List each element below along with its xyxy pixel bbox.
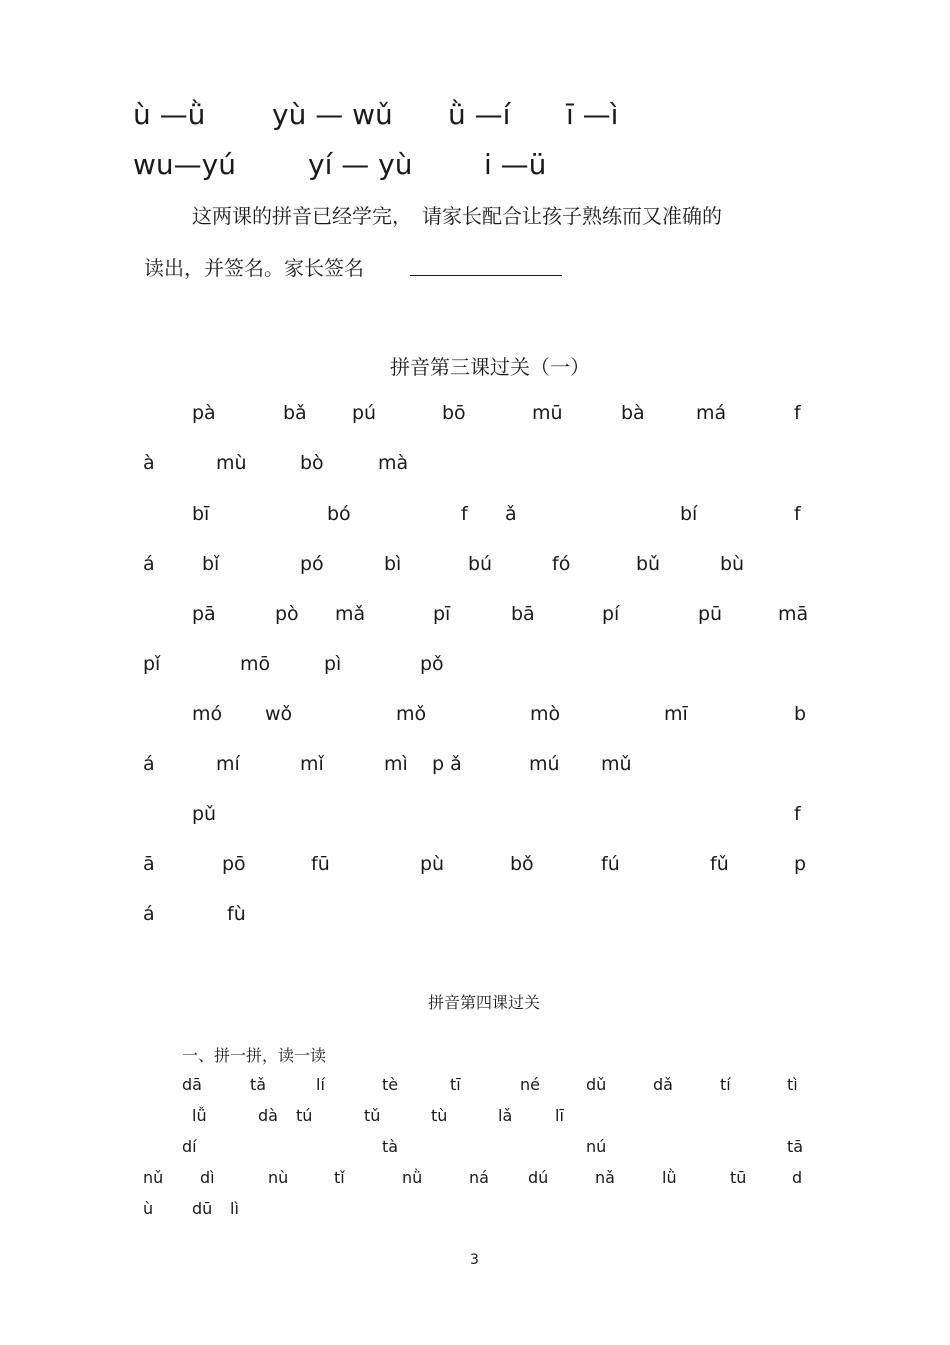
pinyin-syllable: p: [794, 853, 807, 875]
pinyin-syllable: pì: [324, 653, 342, 675]
section-heading: 一、拼一拼，读一读: [182, 1046, 327, 1065]
parent-notice-line2: 读出，并签名。家长签名: [144, 256, 364, 280]
pinyin-syllable: tū: [730, 1168, 747, 1187]
pinyin-syllable: tè: [382, 1075, 399, 1094]
pinyin-syllable: bǔ: [636, 553, 661, 575]
pinyin-syllable: má: [696, 402, 727, 424]
pinyin-syllable: pǒ: [420, 653, 444, 675]
pinyin-syllable: pù: [420, 853, 445, 875]
pinyin-syllable: pà: [192, 402, 216, 424]
pinyin-syllable: lì: [230, 1199, 239, 1218]
pinyin-syllable: bú: [468, 553, 493, 575]
pinyin-syllable: pō: [222, 853, 246, 875]
pinyin-syllable: mū: [532, 402, 563, 424]
pinyin-syllable: tù: [431, 1106, 448, 1125]
pinyin-pair: yù — wǔ: [272, 98, 393, 131]
pinyin-syllable: pǔ: [192, 803, 217, 825]
pinyin-syllable: f: [461, 503, 468, 525]
pinyin-syllable: nǎ: [595, 1168, 615, 1187]
pinyin-pair: wu—yú: [133, 148, 236, 181]
pinyin-syllable: pū: [698, 603, 723, 625]
pinyin-syllable: à: [143, 452, 155, 474]
pinyin-syllable: nú: [586, 1137, 607, 1156]
pinyin-syllable: bī: [192, 503, 210, 525]
pinyin-syllable: d: [792, 1168, 803, 1187]
pinyin-syllable: mī: [664, 703, 688, 725]
pinyin-syllable: bǒ: [510, 853, 534, 875]
pinyin-syllable: lǎ: [498, 1106, 513, 1125]
pinyin-syllable: nù: [268, 1168, 289, 1187]
pinyin-syllable: mù: [216, 452, 247, 474]
pinyin-syllable: dǎ: [653, 1075, 673, 1094]
pinyin-syllable: bǐ: [202, 553, 220, 575]
pinyin-syllable: pǐ: [143, 653, 161, 675]
pinyin-syllable: lǜ: [662, 1168, 677, 1187]
pinyin-syllable: tú: [296, 1106, 313, 1125]
pinyin-syllable: fó: [552, 553, 571, 575]
pinyin-syllable: lǚ: [192, 1106, 207, 1125]
pinyin-syllable: lī: [555, 1106, 564, 1125]
pinyin-syllable: mǒ: [396, 703, 427, 725]
pinyin-syllable: mú: [529, 753, 560, 775]
pinyin-syllable: dǔ: [586, 1075, 607, 1094]
pinyin-pair: yí — yù: [308, 148, 413, 181]
pinyin-syllable: fū: [311, 853, 330, 875]
pinyin-syllable: ù: [143, 1199, 154, 1218]
pinyin-syllable: á: [143, 903, 155, 925]
pinyin-syllable: mó: [192, 703, 223, 725]
pinyin-syllable: p ǎ: [432, 753, 462, 775]
pinyin-syllable: bà: [621, 402, 645, 424]
pinyin-syllable: mǎ: [335, 603, 366, 625]
pinyin-syllable: dú: [528, 1168, 549, 1187]
pinyin-syllable: né: [520, 1075, 540, 1094]
pinyin-syllable: mǔ: [601, 753, 632, 775]
pinyin-syllable: tǐ: [334, 1168, 345, 1187]
pinyin-syllable: mō: [240, 653, 271, 675]
pinyin-syllable: tǔ: [364, 1106, 381, 1125]
pinyin-syllable: bí: [680, 503, 698, 525]
pinyin-syllable: tī: [450, 1075, 461, 1094]
pinyin-syllable: á: [143, 753, 155, 775]
pinyin-syllable: mí: [216, 753, 240, 775]
pinyin-syllable: mǐ: [300, 753, 324, 775]
pinyin-syllable: pā: [192, 603, 216, 625]
pinyin-syllable: á: [143, 553, 155, 575]
pinyin-syllable: pó: [300, 553, 324, 575]
pinyin-pair: i —ü: [484, 148, 547, 181]
pinyin-syllable: wǒ: [265, 703, 293, 725]
signature-blank[interactable]: [410, 275, 562, 276]
pinyin-syllable: bì: [384, 553, 402, 575]
pinyin-syllable: tā: [787, 1137, 804, 1156]
pinyin-syllable: bò: [300, 452, 324, 474]
parent-notice-line1: 这两课的拼音已经学完， 请家长配合让孩子熟练而又准确的: [192, 204, 722, 228]
pinyin-syllable: fù: [227, 903, 246, 925]
pinyin-syllable: ǎ: [505, 503, 517, 525]
pinyin-syllable: bù: [720, 553, 745, 575]
pinyin-syllable: bó: [327, 503, 351, 525]
pinyin-pair: ī —ì: [566, 98, 619, 131]
pinyin-syllable: pī: [433, 603, 451, 625]
pinyin-syllable: bǎ: [283, 402, 307, 424]
pinyin-syllable: dū: [192, 1199, 213, 1218]
pinyin-syllable: f: [794, 803, 801, 825]
lesson4-title: 拼音第四课过关: [428, 993, 541, 1012]
pinyin-syllable: dà: [258, 1106, 278, 1125]
pinyin-syllable: tì: [787, 1075, 798, 1094]
pinyin-syllable: bā: [511, 603, 535, 625]
pinyin-syllable: fú: [601, 853, 620, 875]
lesson3-title: 拼音第三课过关（一）: [390, 355, 590, 379]
pinyin-syllable: lí: [316, 1075, 325, 1094]
pinyin-syllable: f: [794, 503, 801, 525]
pinyin-pair: ù —ǜ: [133, 98, 206, 131]
pinyin-syllable: f: [794, 402, 801, 424]
pinyin-syllable: dì: [200, 1168, 215, 1187]
pinyin-syllable: b: [794, 703, 807, 725]
pinyin-syllable: pú: [352, 402, 377, 424]
pinyin-syllable: nǔ: [143, 1168, 164, 1187]
pinyin-syllable: nǜ: [402, 1168, 423, 1187]
pinyin-syllable: bō: [442, 402, 466, 424]
pinyin-syllable: fǔ: [710, 853, 729, 875]
pinyin-syllable: tǎ: [250, 1075, 267, 1094]
pinyin-syllable: mā: [778, 603, 809, 625]
pinyin-syllable: mì: [384, 753, 408, 775]
page-number: 3: [470, 1252, 479, 1268]
pinyin-syllable: ā: [143, 853, 155, 875]
pinyin-syllable: dí: [182, 1137, 197, 1156]
pinyin-syllable: pí: [602, 603, 620, 625]
pinyin-pair: ǜ —í: [448, 98, 511, 131]
pinyin-syllable: ná: [469, 1168, 489, 1187]
pinyin-syllable: tí: [720, 1075, 731, 1094]
pinyin-syllable: tà: [382, 1137, 399, 1156]
pinyin-syllable: dā: [182, 1075, 202, 1094]
pinyin-syllable: pò: [275, 603, 299, 625]
pinyin-syllable: mò: [530, 703, 561, 725]
pinyin-syllable: mà: [378, 452, 409, 474]
